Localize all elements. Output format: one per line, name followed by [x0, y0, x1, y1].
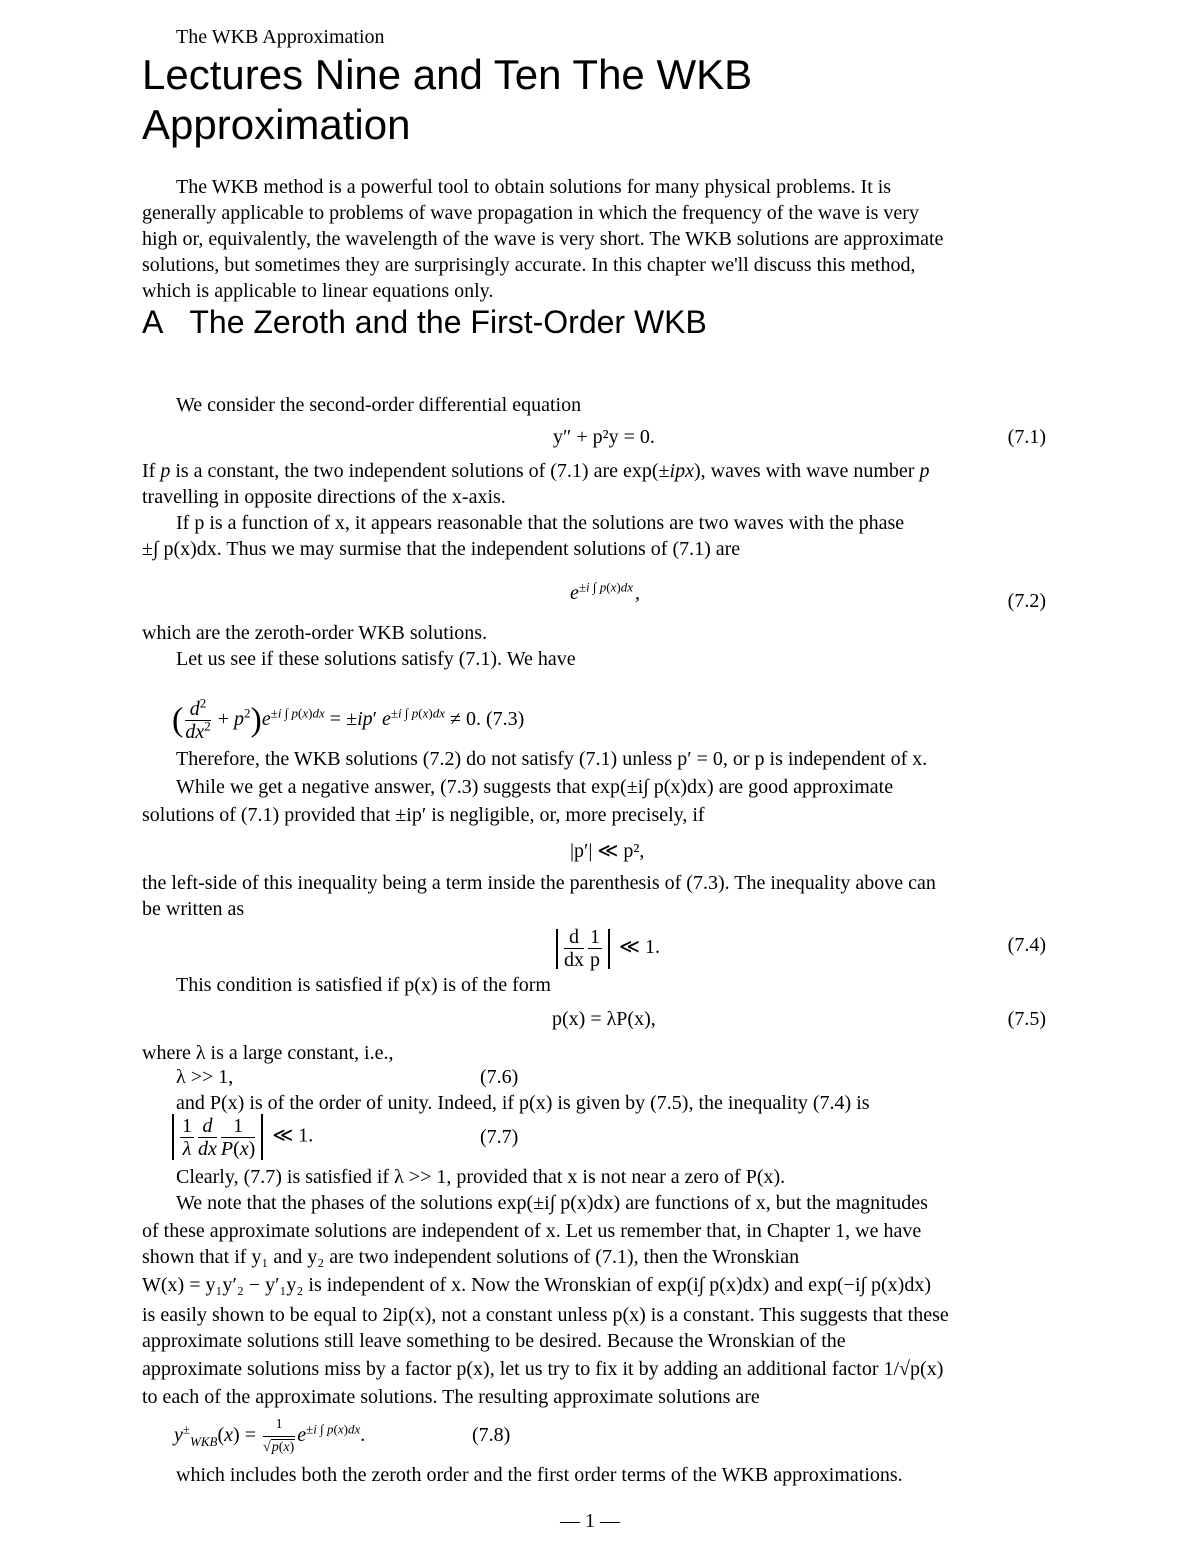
page-title-line2: Approximation: [142, 101, 411, 148]
paragraph-10: where λ is a large constant, i.e.,: [142, 1042, 394, 1064]
equation-7-4: $\frac{d}{dx}$ $\frac{1}{p}$ ≪ 1.: [552, 926, 660, 971]
paragraph-1: We consider the second-order differential equation: [176, 394, 582, 416]
section-label: A: [142, 304, 164, 340]
paragraph-13-line-5: is easily shown to be equal to 2ip(x), not a constant unless p(x) is a constant. This suggests that these: [142, 1304, 949, 1326]
equation-number-7-5: (7.5): [1007, 1008, 1046, 1030]
paragraph-2-line-1: If p is a constant, the two independent solutions of (7.1) are exp(±ipx), waves with wave number p: [142, 460, 930, 482]
paragraph-13-line-2: of these approximate solutions are independent of x. Let us remember that, in Chapter 1, we have: [142, 1220, 922, 1242]
paragraph-13-line-4: W(x) = y₁y′₂ − y′₁y₂ is independent of x. Now the Wronskian of exp(i∫ p(x)dx) and exp(−i∫ p(x)dx): [142, 1274, 931, 1296]
paragraph-13-line-8: to each of the approximate solutions. The resulting approximate solutions are: [142, 1386, 760, 1408]
paragraph-13-line-7: approximate solutions miss by a factor p(x), let us try to fix it by adding an additional factor 1/√p(x): [142, 1358, 944, 1380]
equation-7-5: p(x) = λP(x),: [552, 1008, 656, 1030]
paragraph-12: Clearly, (7.7) is satisfied if λ >> 1, provided that x is not near a zero of P(x).: [176, 1166, 786, 1188]
paragraph-13-line-1: We note that the phases of the solutions exp(±i∫ p(x)dx) are functions of x, but the magnitudes: [176, 1192, 928, 1214]
paragraph-5: Let us see if these solutions satisfy (7.1). We have: [176, 648, 576, 670]
section-title: The Zeroth and the First-Order WKB: [189, 304, 707, 340]
intro-line-1: The WKB method is a powerful tool to obtain solutions for many physical problems. It is: [176, 176, 892, 198]
inequality-p-prime: |p′| ≪ p²,: [570, 840, 645, 862]
paragraph-14: which includes both the zeroth order and the first order terms of the WKB approximations.: [176, 1464, 903, 1486]
intro-line-5: which is applicable to linear equations only.: [142, 280, 494, 302]
paragraph-4: which are the zeroth-order WKB solutions.: [142, 622, 488, 644]
equation-7-3: ( $\frac{d^2}{dx^2}$ + $p^2)e^{\pm i \int p(x)dx} = \pm ip'$ $e^{\pm i \int p(x)dx} \ne 0$. (7.3): [172, 695, 525, 743]
intro-line-2: generally applicable to problems of wave propagation in which the frequency of the wave is very: [142, 202, 919, 224]
equation-number-7-7: (7.7): [480, 1126, 519, 1148]
equation-7-2: $e^{\pm i \int p(x)dx}$ ,: [570, 579, 640, 604]
equation-7-1: y″ + p²y = 0.: [553, 426, 655, 448]
equation-number-7-6: (7.6): [480, 1066, 519, 1088]
paragraph-11: and P(x) is of the order of unity. Indeed, if p(x) is given by (7.5), the inequality (7.4) is: [176, 1092, 870, 1114]
paragraph-13-line-3: shown that if y₁ and y₂ are two independent solutions of (7.1), then the Wronskian: [142, 1246, 800, 1268]
equation-7-7: $\frac{1}{\lambda}$ $\frac{d}{dx}$ $\frac{1}{P(x)}$ ≪ 1.: [168, 1114, 313, 1160]
paragraph-7-line-2: solutions of (7.1) provided that ±ip′ is negligible, or, more precisely, if: [142, 804, 705, 826]
page-number: — 1 —: [560, 1510, 620, 1532]
equation-number-7-8: (7.8): [472, 1424, 511, 1446]
paragraph-9: This condition is satisfied if p(x) is of the form: [176, 974, 551, 996]
page-title-line1: Lectures Nine and Ten The WKB: [142, 51, 753, 98]
equation-number-7-4: (7.4): [1007, 934, 1046, 956]
intro-line-3: high or, equivalently, the wavelength of the wave is very short. The WKB solutions are approximate: [142, 228, 944, 250]
equation-7-8: $y^\pm_{WKB}(x)$ = $\frac{1}{√p(x)}$ $e^{\pm i \int p(x)dx}$.: [174, 1414, 365, 1459]
running-header: The WKB Approximation: [176, 26, 385, 48]
paragraph-7-line-1: While we get a negative answer, (7.3) suggests that exp(±i∫ p(x)dx) are good approximate: [176, 776, 894, 798]
intro-line-4: solutions, but sometimes they are surprisingly accurate. In this chapter we'll discuss this method,: [142, 254, 916, 276]
equation-7-6: λ >> 1,: [176, 1066, 234, 1088]
paragraph-2-line-2: travelling in opposite directions of the x-axis.: [142, 486, 506, 508]
paragraph-3-line-2: ±∫ p(x)dx. Thus we may surmise that the independent solutions of (7.1) are: [142, 538, 741, 560]
paragraph-6: Therefore, the WKB solutions (7.2) do not satisfy (7.1) unless p′ = 0, or p is independent of x.: [176, 748, 928, 770]
section-heading: [142, 302, 707, 342]
paragraph-8-line-1: the left-side of this inequality being a term inside the parenthesis of (7.3). The inequality above can: [142, 872, 936, 894]
paragraph-13-line-6: approximate solutions still leave something to be desired. Because the Wronskian of the: [142, 1330, 846, 1352]
paragraph-8-line-2: be written as: [142, 898, 245, 920]
equation-number-7-2: (7.2): [1007, 590, 1046, 612]
paragraph-3-line-1: If p is a function of x, it appears reasonable that the solutions are two waves with the phase: [176, 512, 905, 534]
equation-number-7-3: (7.3): [485, 708, 525, 731]
equation-number-7-1: (7.1): [1007, 426, 1046, 448]
